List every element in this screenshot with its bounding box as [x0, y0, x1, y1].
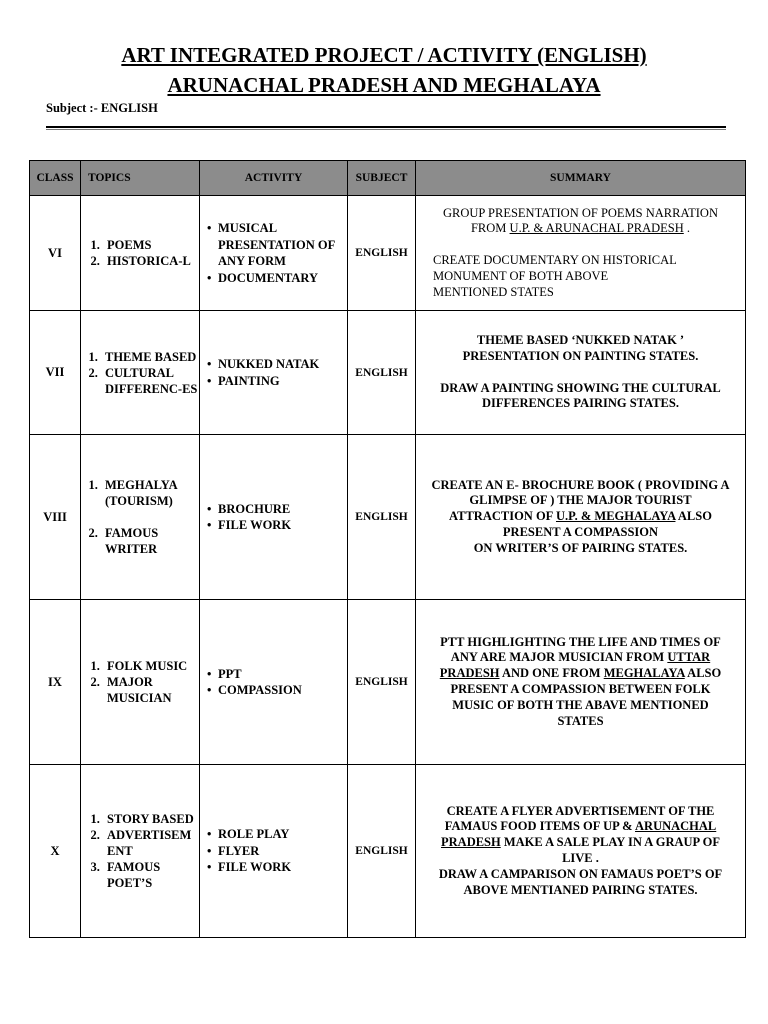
cell-class: VIII: [30, 435, 81, 600]
summary-line: DRAW A CAMPARISON ON FAMAUS POET’S OF: [438, 866, 723, 881]
topic-item: 1. MEGHALYA (TOURISM): [101, 477, 199, 509]
activity-item: • BROCHURE: [218, 501, 347, 518]
summary-line: GLIMPSE OF ) THE MAJOR TOURIST: [469, 493, 692, 508]
activity-item: • ROLE PLAY: [218, 826, 347, 843]
table-header-row: [30, 161, 746, 196]
cell-subject: ENGLISH: [348, 435, 416, 600]
summary-line: PRESENT A COMPASSION: [502, 524, 659, 539]
topic-item: 1. FOLK MUSIC: [103, 658, 199, 674]
summary-underlined: PRADESH: [439, 666, 500, 681]
summary-line: CREATE A FLYER ADVERTISEMENT OF THE: [446, 803, 715, 818]
cell-summary: [416, 765, 746, 938]
cell-topics: [81, 600, 200, 765]
activity-item: • MUSICAL PRESENTATION OF ANY FORM: [218, 220, 347, 270]
activity-item: • DOCUMENTARY: [218, 270, 347, 287]
summary-underlined: U.P. & ARUNACHAL PRADESH: [509, 221, 684, 236]
cell-activity: [200, 435, 348, 600]
summary-line: PTT HIGHLIGHTING THE LIFE AND TIMES OF: [440, 634, 721, 649]
document-title-line1: [0, 43, 768, 68]
summary-line: FAMAUS FOOD ITEMS OF UP & ARUNACHAL: [444, 819, 717, 834]
header-activity: ACTIVITY: [200, 161, 348, 196]
summary-line: FROM U.P. & ARUNACHAL PRADESH .: [470, 221, 691, 236]
cell-summary: [416, 435, 746, 600]
summary-line: ABOVE MENTIANED PAIRING STATES.: [463, 882, 698, 897]
cell-summary: [416, 196, 746, 311]
cell-topics: [81, 196, 200, 311]
topic-item: 2. FAMOUS WRITER: [101, 525, 199, 557]
cell-activity: [200, 311, 348, 435]
cell-subject: ENGLISH: [348, 600, 416, 765]
document-title-line2: [0, 73, 768, 98]
cell-topics: [81, 765, 200, 938]
topic-item: 2. HISTORICA-L: [103, 253, 199, 269]
summary-line: ON WRITER’S OF PAIRING STATES.: [473, 540, 688, 555]
header-divider-shadow: [46, 129, 726, 130]
cell-class: VI: [30, 196, 81, 311]
summary-line: CREATE AN E- BROCHURE BOOK ( PROVIDING A: [431, 477, 730, 492]
summary-line: PRADESH AND ONE FROM MEGHALAYA ALSO: [439, 666, 722, 681]
summary-line: PRADESH MAKE A SALE PLAY IN A GRAUP OF: [441, 835, 720, 850]
summary-line: PRESENT A COMPASSION BETWEEN FOLK: [450, 682, 711, 696]
title-part2: (ENGLISH): [536, 43, 647, 67]
table-row: [30, 196, 746, 311]
summary-line: MONUMENT OF BOTH ABOVE: [433, 268, 609, 283]
activity-item: • FILE WORK: [218, 859, 347, 876]
cell-topics: [81, 435, 200, 600]
subject-line: Subject :- ENGLISH: [46, 101, 158, 115]
summary-line: STATES: [557, 713, 604, 728]
cell-class: VII: [30, 311, 81, 435]
summary-line: LIVE .: [562, 851, 599, 865]
cell-summary: [416, 600, 746, 765]
summary-line: ATTRACTION OF U.P. & MEGHALAYA ALSO: [449, 509, 712, 524]
table-row: [30, 600, 746, 765]
topic-item: 3. FAMOUS POET’S: [103, 859, 199, 891]
summary-line: PRESENTATION ON PAINTING STATES.: [462, 348, 699, 363]
header-topics: TOPICS: [81, 161, 200, 196]
summary-underlined: PRADESH: [441, 835, 501, 850]
activity-item: • FILE WORK: [218, 517, 347, 534]
cell-summary: [416, 311, 746, 435]
summary-line: GROUP PRESENTATION OF POEMS NARRATION: [443, 205, 718, 220]
cell-topics: [81, 311, 200, 435]
summary-line: DIFFERENCES PAIRING STATES.: [482, 396, 679, 411]
activity-item: • PAINTING: [218, 373, 347, 390]
topic-item: 1. THEME BASED: [101, 349, 199, 365]
cell-class: X: [30, 765, 81, 938]
summary-line: THEME BASED ‘NUKKED NATAK ’: [476, 332, 685, 347]
summary-line: ANY ARE MAJOR MUSICIAN FROM UTTAR: [450, 650, 711, 665]
cell-activity: [200, 196, 348, 311]
activity-item: • FLYER: [218, 843, 347, 860]
cell-subject: ENGLISH: [348, 765, 416, 938]
topic-item: 2. ADVERTISEM ENT: [103, 827, 199, 859]
project-table: [29, 160, 746, 938]
topic-item: 2. MAJOR MUSICIAN: [103, 674, 199, 706]
topic-item: 2. CULTURAL DIFFERENC-ES: [101, 365, 199, 397]
header-summary: SUMMARY: [416, 161, 746, 196]
activity-item: • NUKKED NATAK: [218, 356, 347, 373]
cell-subject: ENGLISH: [348, 196, 416, 311]
activity-item: • PPT: [218, 666, 347, 683]
cell-activity: [200, 765, 348, 938]
summary-underlined: ARUNACHAL: [635, 819, 717, 834]
cell-subject: ENGLISH: [348, 311, 416, 435]
summary-line: MENTIONED STATES: [433, 284, 554, 299]
summary-line: DRAW A PAINTING SHOWING THE CULTURAL: [440, 380, 721, 395]
summary-underlined: UTTAR: [667, 650, 711, 665]
header-subject: SUBJECT: [348, 161, 416, 196]
summary-line: MUSIC OF BOTH THE ABAVE MENTIONED: [452, 697, 709, 712]
header-class: CLASS: [30, 161, 81, 196]
activity-item: • COMPASSION: [218, 682, 347, 699]
title-part1: ART INTEGRATED PROJECT / ACTIVITY: [121, 43, 537, 67]
topic-item: 1. STORY BASED: [103, 811, 199, 827]
summary-underlined: MEGHALAYA: [603, 666, 685, 681]
cell-class: IX: [30, 600, 81, 765]
topic-item: 1. POEMS: [103, 237, 199, 253]
title-line2-text: ARUNACHAL PRADESH AND MEGHALAYA: [167, 73, 601, 97]
header-divider: [46, 126, 726, 128]
table-row: [30, 311, 746, 435]
table-row: [30, 765, 746, 938]
table-row: [30, 435, 746, 600]
summary-underlined: U.P. & MEGHALAYA: [555, 509, 676, 524]
cell-activity: [200, 600, 348, 765]
summary-line: CREATE DOCUMENTARY ON HISTORICAL: [433, 253, 677, 268]
